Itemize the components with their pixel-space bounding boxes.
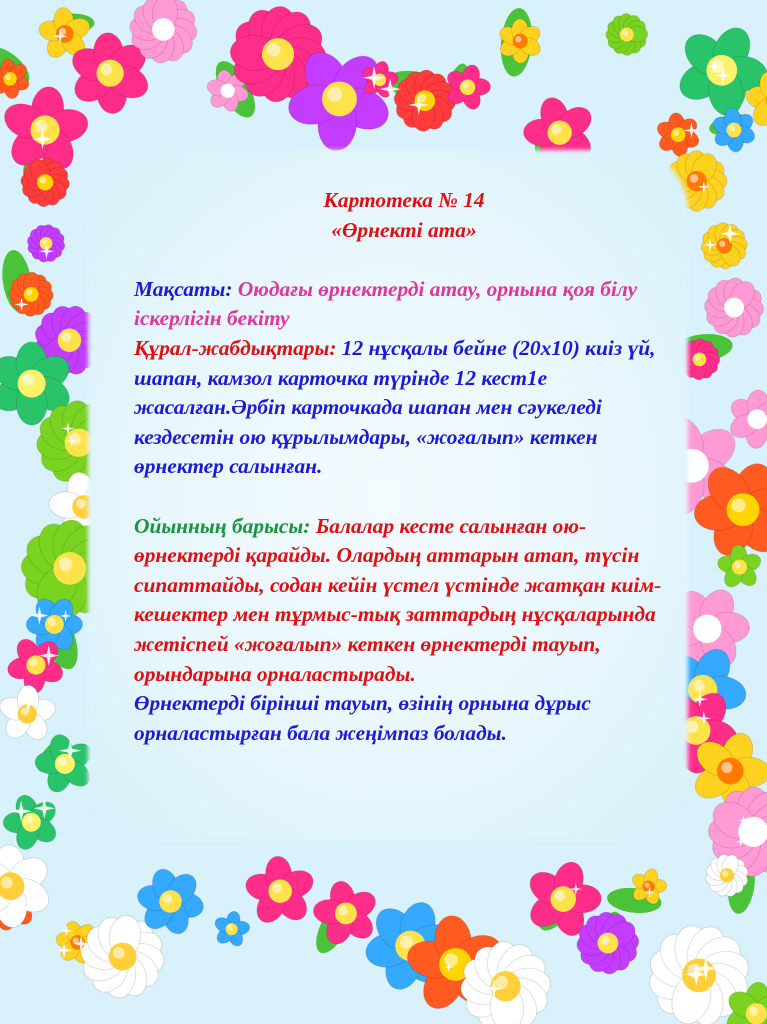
flower-icon	[703, 276, 766, 339]
flower-icon	[605, 12, 649, 56]
flower-icon	[26, 223, 66, 263]
game-card	[134, 186, 674, 748]
flower-icon	[0, 685, 58, 744]
card-subtitle: «Өрнекті ата»	[331, 217, 477, 242]
process-label: Ойынның барысы:	[134, 513, 311, 538]
flower-icon	[3, 792, 60, 852]
process-paragraph	[134, 512, 674, 690]
flower-icon	[34, 732, 96, 795]
goal-label: Мақсаты:	[134, 276, 233, 301]
process-text: Балалар кесте салынған ою-өрнектерді қарайды. Олардың аттарын атап, түсін сипаттайды, содан кейін үстел үстінде жатқан киім-кешектер мен тұрмыс-тық заттардың нұсқаларында жетіспей «жоғалып» кеткен өрнектерді тауып, орындарына орналастырады.	[134, 513, 662, 686]
card-title: Картотека № 14	[323, 188, 485, 212]
equipment-label: Құрал-жабдықтары:	[134, 335, 337, 360]
goal-text: Оюдағы өрнектерді атау, орнына қоя білу іскерлігін бекіту	[134, 276, 638, 331]
equipment-text: 12 нұсқалы бейне (20х10) киіз үй, шапан, камзол карточка түрінде 12 кест1е жасалған.Әрбіп карточкада шапан мен сәукеледі кездесетін ою құрылымдары, «жоғалып» кеткен өрнектер салынған.	[134, 335, 656, 479]
flower-icon	[575, 910, 641, 976]
winner-paragraph: Өрнектерді бірінші тауып, өзінің орнына дұрыс орналастырған бала жеңімпаз болады.	[134, 691, 591, 745]
equipment-paragraph	[134, 334, 674, 482]
flower-icon	[711, 107, 758, 152]
flower-icon	[243, 855, 317, 928]
flower-icon	[213, 910, 251, 948]
goal-paragraph	[134, 275, 674, 334]
